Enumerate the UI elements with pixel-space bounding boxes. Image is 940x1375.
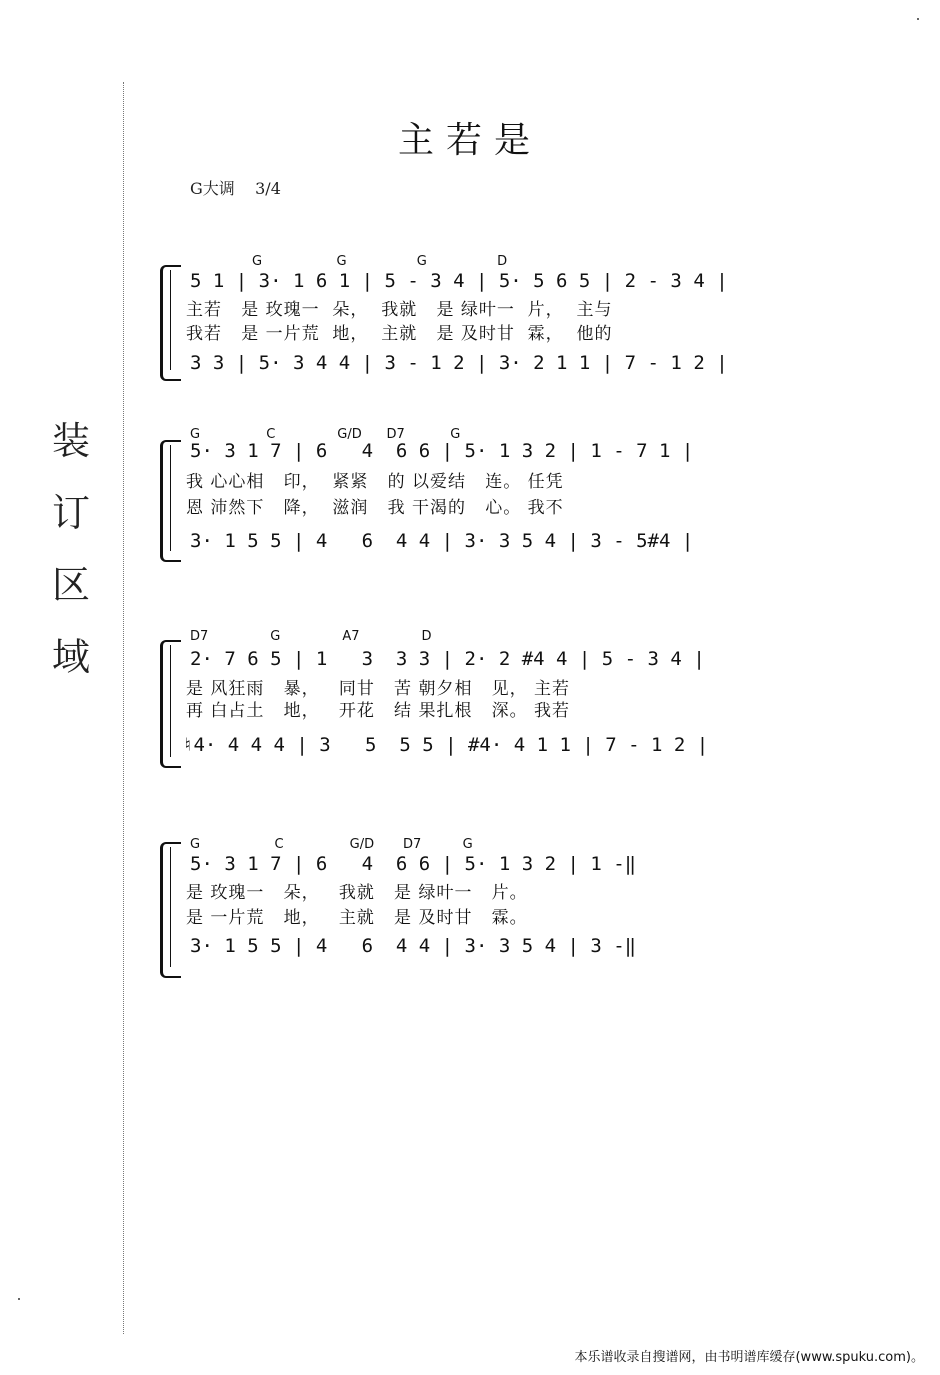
scan-speck: [18, 1298, 20, 1300]
system-brace-inner: [170, 270, 171, 370]
lyric-verse-2: 是 一片荒 地， 主就 是 及时甘 霖。: [186, 908, 528, 928]
scan-speck: [917, 18, 919, 20]
score-title: 主若是: [397, 120, 542, 161]
binding-char: 订: [51, 491, 90, 535]
binding-char: 域: [51, 635, 90, 679]
harmony-line: ♮4· 4 4 4 | 3 5 5 5 | #4· 4 1 1 | 7 - 1 2 |: [182, 734, 709, 756]
melody-line: 5 1 | 3· 1 6 1 | 5 - 3 4 | 5· 5 6 5 | 2 - 3 4 |: [190, 270, 728, 292]
source-footer: 本乐谱收录自搜谱网，由书明谱库缓存(www.spuku.com)。: [574, 1350, 924, 1365]
binding-char: 区: [51, 563, 90, 607]
binding-area-label: [48, 405, 94, 693]
lyric-verse-2: 再 白占土 地， 开花 结 果扎根 深。 我若: [186, 701, 571, 721]
system-brace-inner: [170, 445, 171, 551]
chord-line: D7 G A7 D: [190, 629, 432, 644]
lyric-verse-2: 我若 是 一片荒 地， 主就 是 及时甘 霖， 他的: [186, 324, 613, 344]
lyric-verse-1: 是 玫瑰一 朵， 我就 是 绿叶一 片。: [186, 883, 528, 903]
harmony-line: 3· 1 5 5 | 4 6 4 4 | 3· 3 5 4 | 3 -‖: [190, 935, 637, 957]
lyric-verse-1: 主若 是 玫瑰一 朵， 我就 是 绿叶一 片， 主与: [186, 300, 613, 320]
melody-line: 5· 3 1 7 | 6 4 6 6 | 5· 1 3 2 | 1 - 7 1 |: [190, 440, 694, 462]
system-brace-inner: [170, 645, 171, 757]
chord-line: G G G D: [190, 254, 508, 269]
binding-dotted-line: [123, 82, 124, 1334]
harmony-line: 3 3 | 5· 3 4 4 | 3 - 1 2 | 3· 2 1 1 | 7 - 1 2 |: [190, 352, 728, 374]
harmony-line: 3· 1 5 5 | 4 6 4 4 | 3· 3 5 4 | 3 - 5#4 |: [190, 530, 694, 552]
key-and-time-signature: G大调 3/4: [190, 179, 281, 198]
melody-line: 5· 3 1 7 | 6 4 6 6 | 5· 1 3 2 | 1 -‖: [190, 853, 637, 875]
system-brace-inner: [170, 847, 171, 967]
melody-line: 2· 7 6 5 | 1 3 3 3 | 2· 2 #4 4 | 5 - 3 4 |: [190, 648, 705, 670]
lyric-verse-1: 是 风狂雨 暴， 同甘 苦 朝夕相 见， 主若: [186, 679, 571, 699]
chord-line: G C G/D D7 G: [190, 427, 461, 442]
chord-line: G C G/D D7 G: [190, 837, 473, 852]
lyric-verse-1: 我 心心相 印， 紧紧 的 以爱结 连。 任凭: [186, 472, 564, 492]
binding-char: 装: [51, 419, 90, 463]
lyric-verse-2: 恩 沛然下 降， 滋润 我 干渴的 心。 我不: [186, 498, 564, 518]
